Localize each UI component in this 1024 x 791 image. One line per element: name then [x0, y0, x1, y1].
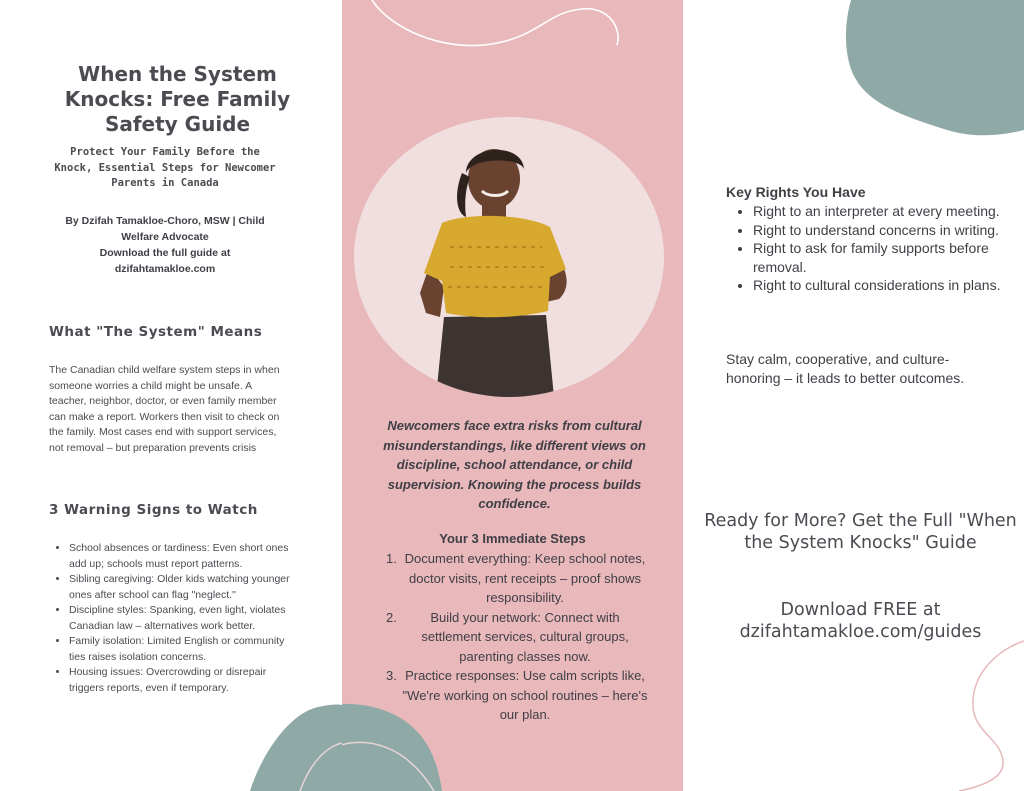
- list-item: • Sibling caregiving: Older kids watching younger ones after school can flag "neglect.": [69, 572, 301, 603]
- closing-advice: Stay calm, cooperative, and culture-honoring – it leads to better outcomes.: [726, 351, 965, 386]
- list-item: • Housing issues: Overcrowding or disrepair triggers reports, even if temporary.: [69, 665, 301, 696]
- list-item: • Right to ask for family supports before removal.: [753, 239, 1023, 276]
- list-item: • School absences or tardiness: Even short ones add up; schools must report patterns.: [69, 541, 301, 572]
- author-byline: By Dzifah Tamakloe-Choro, MSW | Child Welfare Advocate: [65, 215, 265, 243]
- list-item: [386, 608, 648, 667]
- guide-title: When the System Knocks: Free Family Safety Guide: [64, 62, 291, 136]
- step-number: 1.: [386, 551, 397, 566]
- cta-download-line: Download FREE at: [780, 600, 941, 620]
- list-item: • Family isolation: Limited English or community ties raises isolation concerns.: [69, 634, 301, 665]
- step-text: Build your network: Connect with settlement services, cultural groups, parenting classes now.: [421, 609, 629, 664]
- wavy-line-bottom: [683, 621, 1024, 791]
- warning-signs-heading: 3 Warning Signs to Watch: [49, 502, 258, 518]
- rights-list: [726, 202, 1023, 295]
- step-text: Practice responses: Use calm scripts like, "We're working on school routines – here's our plan.: [402, 668, 648, 722]
- warning-signs-list: [49, 541, 301, 696]
- teal-blob-bottom: [0, 691, 342, 791]
- author-byline-block: [55, 213, 275, 277]
- list-item: • Right to cultural considerations in plans.: [753, 276, 1023, 295]
- steps-heading: Your 3 Immediate Steps: [439, 531, 586, 546]
- download-link[interactable]: dzifahtamakloe.com: [114, 263, 216, 275]
- system-heading: What "The System" Means: [49, 324, 263, 340]
- step-number: 2.: [386, 609, 397, 625]
- cta-download-link[interactable]: dzifahtamakloe.com/guides: [739, 622, 982, 642]
- step-number: 3.: [386, 668, 397, 683]
- list-item: [386, 666, 648, 725]
- download-line: Download the full guide at: [99, 247, 231, 259]
- list-item: [386, 549, 648, 608]
- list-item: • Right to understand concerns in writing.: [753, 221, 1023, 240]
- intro-statement: Newcomers face extra risks from cultural misunderstandings, like different views on discipline, school attendance, or child supervision. Knowing the process builds confidence.: [383, 418, 646, 511]
- step-text: Document everything: Keep school notes, doctor visits, rent receipts – proof shows responsibility.: [404, 551, 646, 605]
- rights-heading: Key Rights You Have: [726, 184, 866, 200]
- woman-portrait-image: [354, 117, 664, 397]
- cta-download-block: [703, 599, 1018, 643]
- list-item: • Right to an interpreter at every meeting.: [753, 202, 1023, 221]
- middle-panel: [342, 0, 683, 791]
- cta-text: Ready for More? Get the Full "When the System Knocks" Guide: [704, 511, 1017, 553]
- teal-blob-top: [683, 0, 1024, 140]
- left-panel: [0, 0, 342, 791]
- list-item: • Discipline styles: Spanking, even light, violates Canadian law – alternatives work better.: [69, 603, 301, 634]
- guide-subtitle: Protect Your Family Before the Knock, Essential Steps for Newcomer Parents in Canada: [54, 146, 276, 189]
- portrait-circle: [354, 117, 664, 397]
- right-panel: [683, 0, 1024, 791]
- system-body: The Canadian child welfare system steps in when someone worries a child might be unsafe. A teacher, neighbor, doctor, or even family member can make a report. Workers then visit to check on the family. Most cases end with support services, not removal – but preparation prevents crisis: [49, 364, 280, 454]
- immediate-steps-list: [386, 549, 648, 725]
- wavy-line-top: [342, 0, 683, 70]
